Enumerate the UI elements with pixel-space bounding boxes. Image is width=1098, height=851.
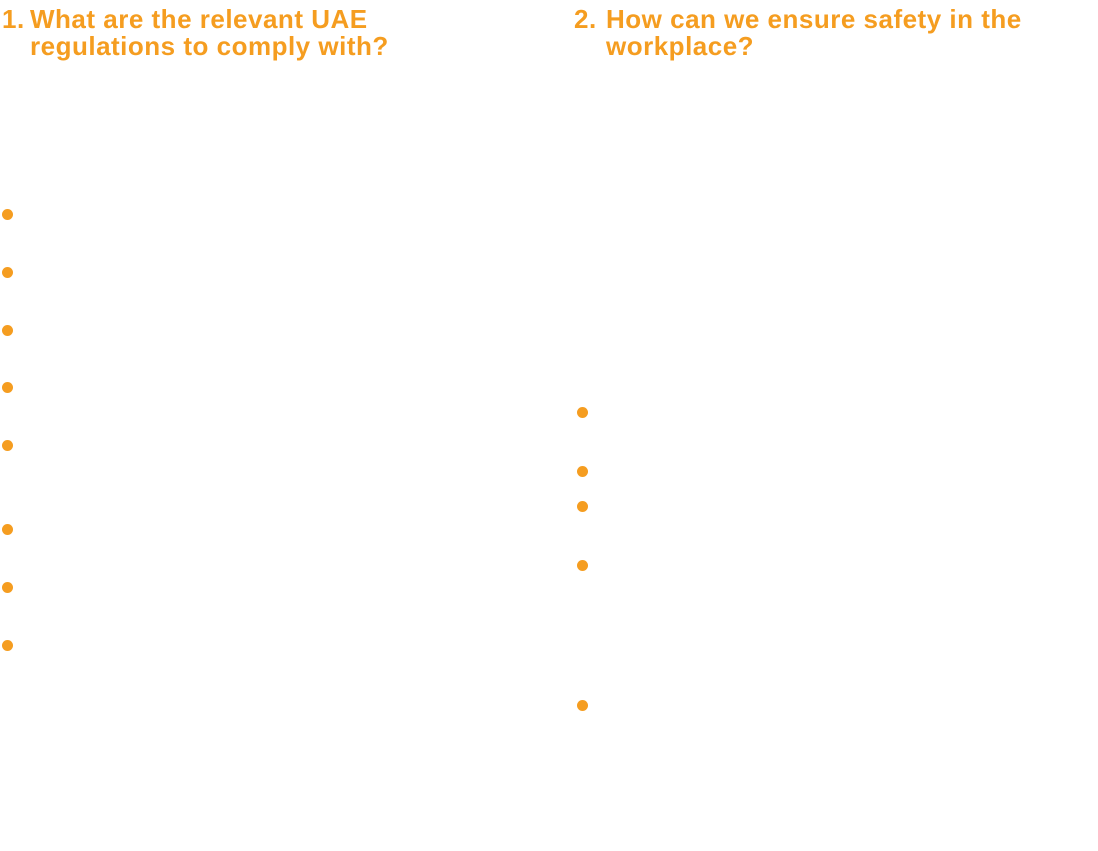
bullet-icon [2, 382, 13, 393]
bullet-icon [2, 325, 13, 336]
bullet-icon [577, 501, 588, 512]
bullet-item [2, 523, 25, 535]
bullet-icon [577, 466, 588, 477]
section-1-number: 1. [2, 4, 25, 34]
bullet-icon [577, 560, 588, 571]
bullet-icon [2, 267, 13, 278]
section-2-title: How can we ensure safety in the workplace? [606, 4, 1022, 61]
bullet-icon [2, 582, 13, 593]
bullet-item [2, 208, 25, 220]
bullet-item [577, 465, 600, 477]
bullet-item [577, 699, 600, 711]
bullet-icon [2, 440, 13, 451]
section-1-heading [2, 6, 398, 60]
bullet-icon [577, 700, 588, 711]
bullet-icon [2, 640, 13, 651]
bullet-item [577, 500, 600, 512]
bullet-icon [577, 407, 588, 418]
bullet-item [2, 639, 25, 651]
section-2-number: 2. [574, 4, 597, 34]
bullet-item [2, 381, 25, 393]
section-1-title: What are the relevant UAE regulations to comply with? [30, 4, 389, 61]
bullet-item [2, 324, 25, 336]
bullet-item [2, 439, 25, 451]
bullet-item [2, 266, 25, 278]
bullet-icon [2, 524, 13, 535]
bullet-item [2, 581, 25, 593]
bullet-item [577, 559, 600, 571]
bullet-item [577, 406, 600, 418]
section-2-heading [574, 6, 1054, 60]
bullet-icon [2, 209, 13, 220]
